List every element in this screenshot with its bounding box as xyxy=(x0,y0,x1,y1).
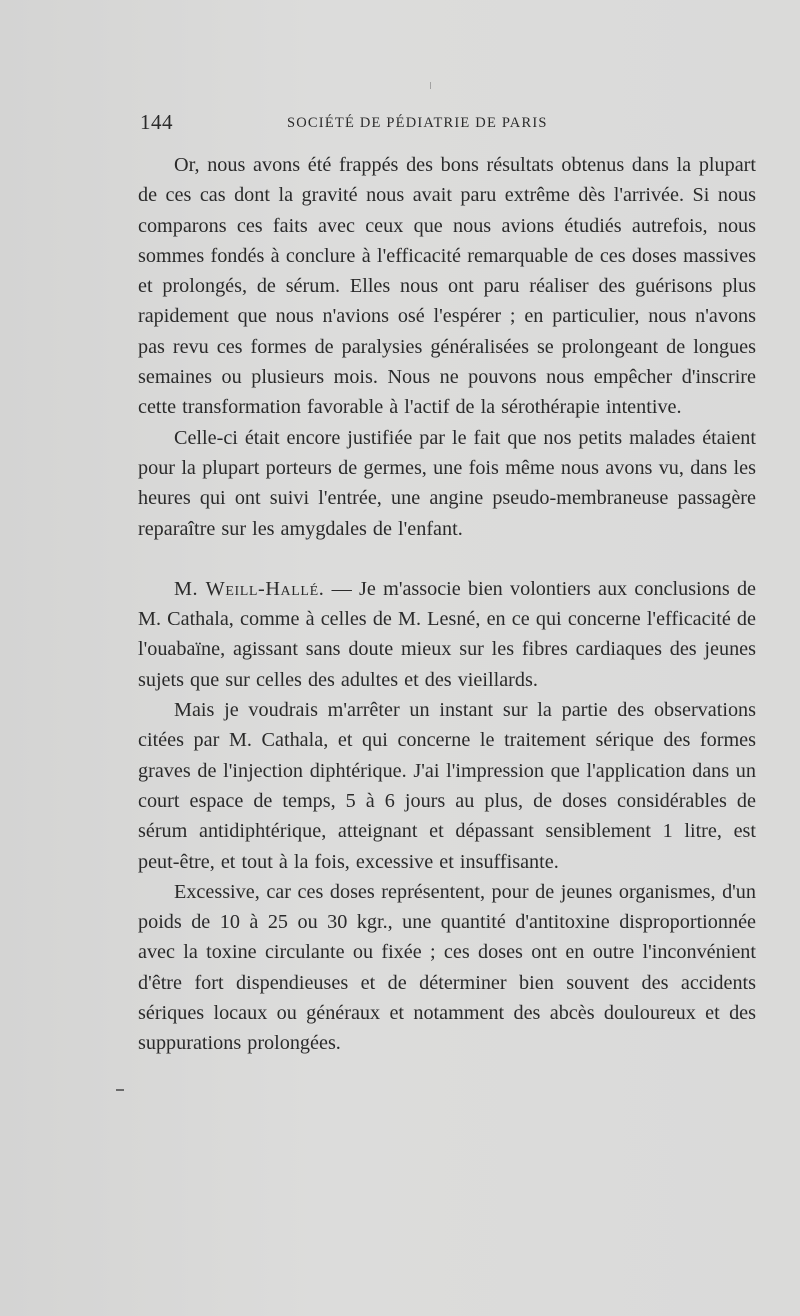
running-head xyxy=(140,110,600,140)
paragraph-1: Or, nous avons été frappés des bons résultats obtenus dans la plupart de ces cas dont la gravité nous avait paru extrême dès l'arrivée. Si nous comparons ces faits avec ceux que nous avions étudiés autrefois, nous sommes fondés à conclure à l'efficacité remarquable de ces doses massives et prolongés, de sérum. Elles nous ont paru réaliser des guérisons plus rapidement que nous n'avions osé l'espérer ; en particulier, nous n'avons pas revu ces formes de paralysies généralisées se prolongeant de longues semaines ou plusieurs mois. Nous ne pouvons nous empêcher d'inscrire cette transformation favorable à l'actif de la sérothérapie intentive. xyxy=(138,154,756,419)
top-speck-mark xyxy=(430,82,431,89)
paragraph-3 xyxy=(138,574,756,695)
paragraph-3-text: — Je m'associe bien volontiers aux conclusions de M. Cathala, comme à celles de M. Lesné, en ce qui concerne l'efficacité de l'ouabaïne, agissant sans doute mieux sur les fibres cardiaques des jeunes sujets que sur celles des adultes et des vieillards. xyxy=(138,577,757,691)
running-title: SOCIÉTÉ DE PÉDIATRIE DE PARIS xyxy=(287,115,548,131)
paragraph-2: Celle-ci était encore justifiée par le fait que nos petits malades étaient pour la plupart porteurs de germes, une fois même nous avons vu, dans les heures qui ont suivi l'entrée, une angine pseudo-membraneuse passagère reparaître sur les amygdales de l'enfant. xyxy=(138,426,756,540)
paragraph-5: Excessive, car ces doses représentent, pour de jeunes organismes, d'un poids de 10 à 25 ou 30 kgr., une quantité d'antitoxine disproportionnée avec la toxine circulante ou fixée ; ces doses ont en outre l'inconvénient d'être fort dispendieuses et de déterminer bien souvent des accidents sériques locaux ou généraux et notamment des abcès douloureux et des suppurations prolongées. xyxy=(138,880,756,1055)
page-number: 144 xyxy=(140,110,173,134)
paragraph-4: Mais je voudrais m'arrêter un instant sur la partie des observations citées par M. Cathala, et qui concerne le traitement sérique des formes graves de l'injection diphtérique. J'ai l'impression que l'application dans un court espace de temps, 5 à 6 jours au plus, de doses considérables de sérum antidiphtérique, atteignant et dépassant sensiblement 1 litre, est peut-être, et tout à la fois, excessive et insuffisante. xyxy=(138,699,756,873)
body-text xyxy=(138,150,756,1059)
speaker-name: M. Weill-Hallé. xyxy=(174,577,325,600)
margin-dash-mark xyxy=(116,1089,124,1091)
